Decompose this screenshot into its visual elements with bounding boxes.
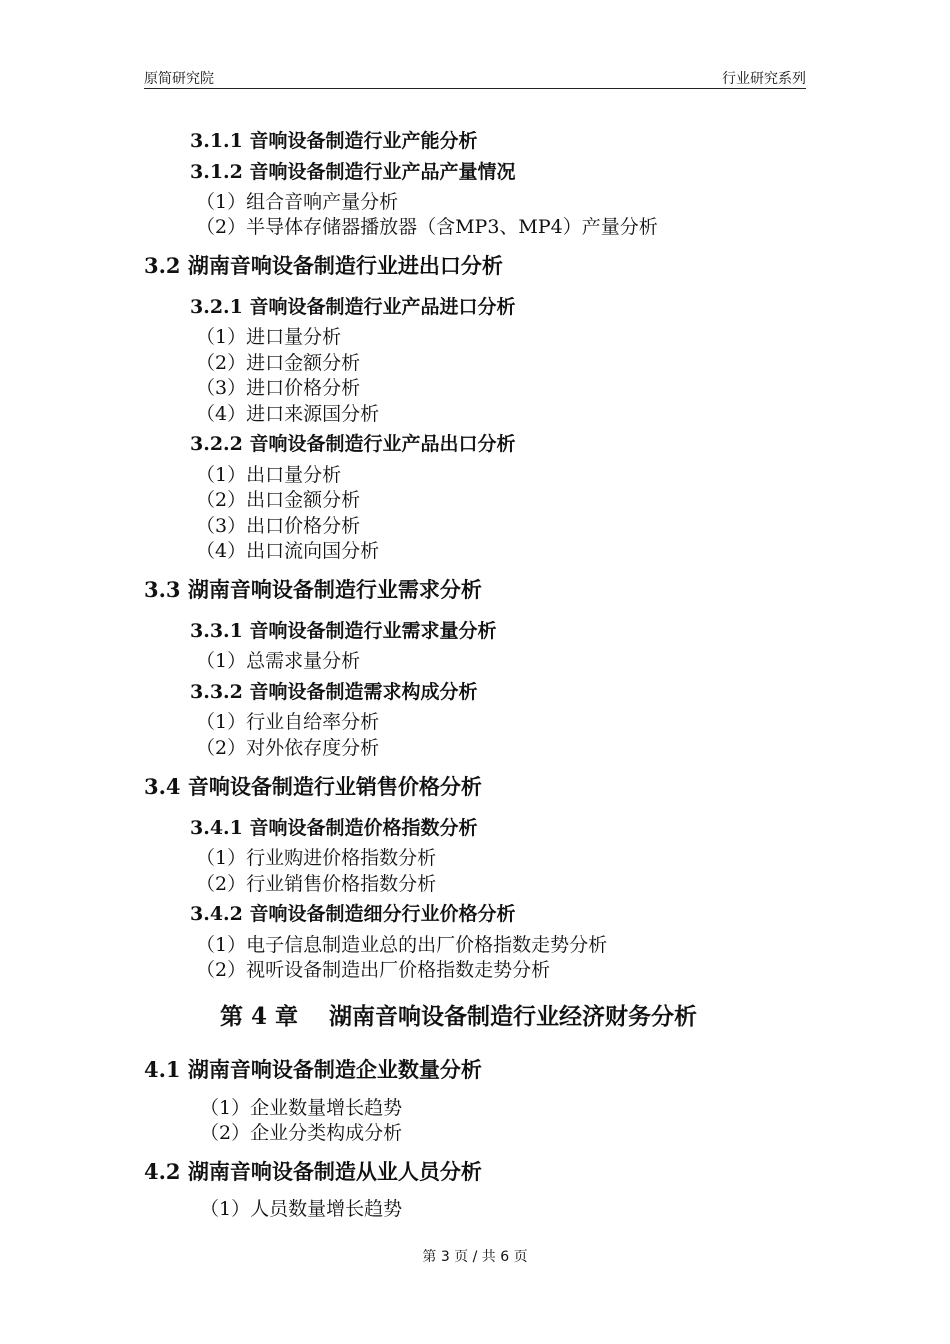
toc-item: （1）电子信息制造业总的出厂价格指数走势分析 bbox=[196, 934, 608, 956]
toc-item: （1）人员数量增长趋势 bbox=[200, 1198, 403, 1220]
toc-subsection-heading: 3.2.1 音响设备制造行业产品进口分析 bbox=[190, 296, 516, 318]
toc-chapter-heading: 第 4 章 湖南音响设备制造行业经济财务分析 bbox=[220, 1003, 698, 1030]
toc-item: （1）总需求量分析 bbox=[196, 650, 361, 672]
toc-item: （4）进口来源国分析 bbox=[196, 403, 380, 425]
toc-item: （3）出口价格分析 bbox=[196, 515, 361, 537]
header-institute: 原简研究院 bbox=[144, 71, 214, 87]
toc-item: （1）行业自给率分析 bbox=[196, 711, 380, 733]
toc-item: （3）进口价格分析 bbox=[196, 377, 361, 399]
toc-item: （2）出口金额分析 bbox=[196, 489, 361, 511]
header-series: 行业研究系列 bbox=[722, 71, 806, 87]
toc-item: （1）企业数量增长趋势 bbox=[200, 1097, 403, 1119]
toc-item: （2）对外依存度分析 bbox=[196, 737, 380, 759]
toc-item: （4）出口流向国分析 bbox=[196, 540, 380, 562]
toc-section-heading: 3.3 湖南音响设备制造行业需求分析 bbox=[144, 577, 482, 602]
toc-section-heading: 3.4 音响设备制造行业销售价格分析 bbox=[144, 774, 482, 799]
toc-subsection-heading: 3.1.1 音响设备制造行业产能分析 bbox=[190, 130, 478, 152]
toc-subsection-heading: 3.3.1 音响设备制造行业需求量分析 bbox=[190, 620, 497, 642]
toc-item: （2）行业销售价格指数分析 bbox=[196, 873, 437, 895]
page-header bbox=[144, 66, 806, 89]
toc-subsection-heading: 3.3.2 音响设备制造需求构成分析 bbox=[190, 681, 478, 703]
toc-item: （2）半导体存储器播放器（含MP3、MP4）产量分析 bbox=[196, 216, 658, 238]
toc-item: （1）出口量分析 bbox=[196, 464, 342, 486]
toc-item: （1）组合音响产量分析 bbox=[196, 191, 399, 213]
toc-section-heading: 3.2 湖南音响设备制造行业进出口分析 bbox=[144, 253, 503, 278]
toc-subsection-heading: 3.4.2 音响设备制造细分行业价格分析 bbox=[190, 903, 516, 925]
toc-item: （1）行业购进价格指数分析 bbox=[196, 847, 437, 869]
toc-item: （2）进口金额分析 bbox=[196, 352, 361, 374]
toc-item: （1）进口量分析 bbox=[196, 326, 342, 348]
toc-section-heading: 4.2 湖南音响设备制造从业人员分析 bbox=[144, 1159, 482, 1184]
page-footer: 第 3 页 / 共 6 页 bbox=[422, 1249, 528, 1265]
toc-item: （2）企业分类构成分析 bbox=[200, 1122, 403, 1144]
toc-subsection-heading: 3.4.1 音响设备制造价格指数分析 bbox=[190, 817, 478, 839]
toc-item: （2）视听设备制造出厂价格指数走势分析 bbox=[196, 959, 551, 981]
toc-subsection-heading: 3.1.2 音响设备制造行业产品产量情况 bbox=[190, 161, 516, 183]
toc-subsection-heading: 3.2.2 音响设备制造行业产品出口分析 bbox=[190, 433, 516, 455]
toc-section-heading: 4.1 湖南音响设备制造企业数量分析 bbox=[144, 1057, 482, 1082]
